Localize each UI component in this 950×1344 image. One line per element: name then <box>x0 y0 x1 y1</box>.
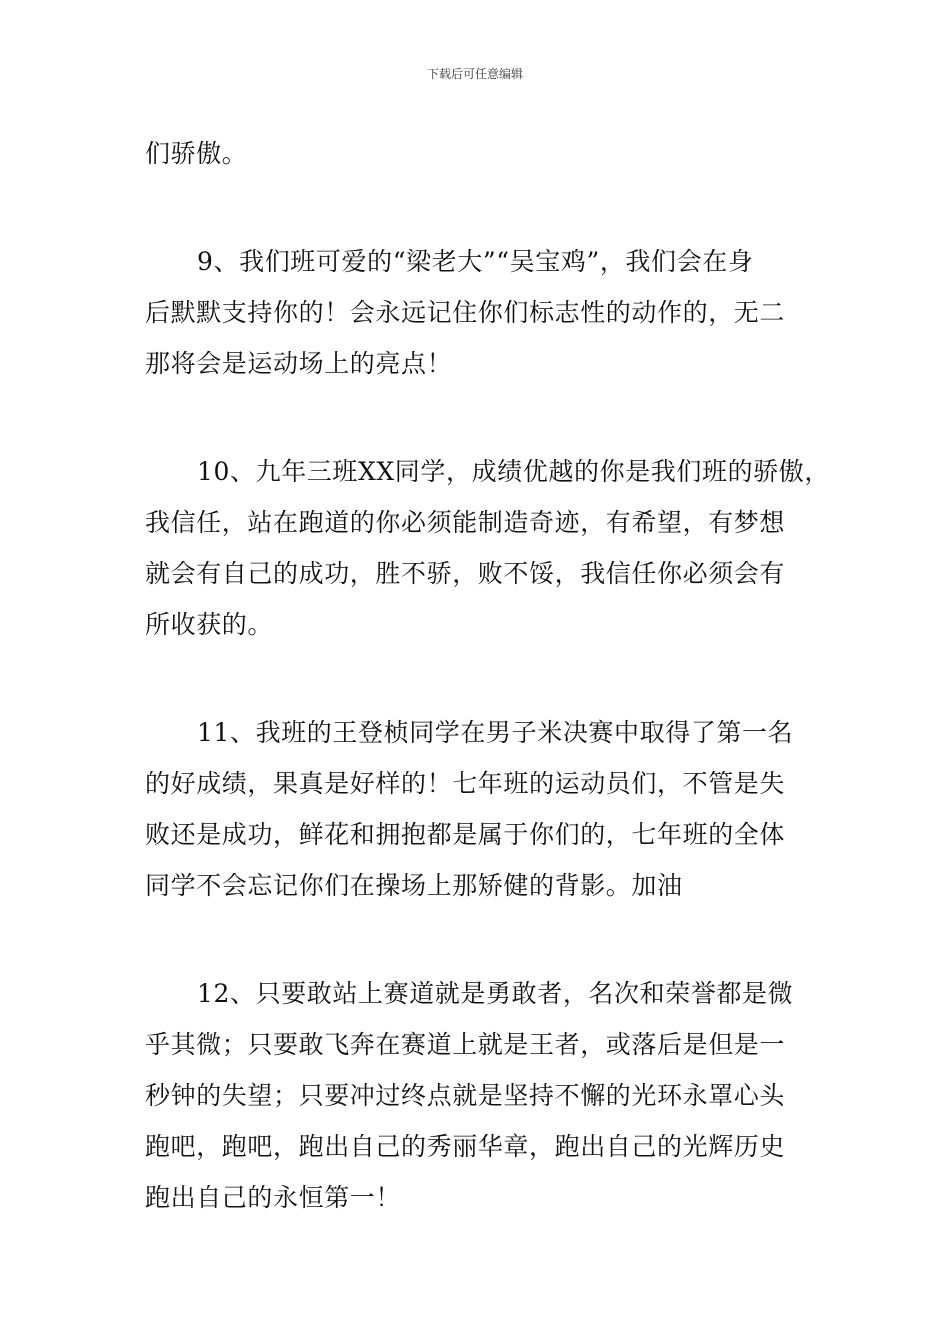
paragraph-line: 9、我们班可爱的“梁老大”“吴宝鸡”，我们会在身 <box>197 247 754 276</box>
paragraph-line: 乎其微；只要敢飞奔在赛道上就是王者，或落后是但是一 <box>145 1030 786 1059</box>
paragraph-12 <box>145 968 815 1223</box>
paragraph-line: 我信任，站在跑道的你必须能制造奇迹，有希望，有梦想 <box>145 508 786 537</box>
paragraph-line: 就会有自己的成功，胜不骄，败不馁，我信任你必须会有 <box>145 559 786 588</box>
page-header <box>0 66 950 82</box>
paragraph-10 <box>145 446 831 650</box>
paragraph-line: 同学不会忘记你们在操场上那矫健的背影。加油 <box>145 871 683 900</box>
paragraph-line: 后默默支持你的！会永远记住你们标志性的动作的，无二 <box>145 298 786 327</box>
paragraph-line: 秒钟的失望；只要冲过终点就是坚持不懈的光环永罩心头 <box>145 1081 786 1110</box>
paragraph-9 <box>145 236 815 389</box>
paragraph-line: 11、我班的王登桢同学在男子米决赛中取得了第一名 <box>197 718 794 747</box>
paragraph-line: 那将会是运动场上的亮点！ <box>145 349 453 378</box>
paragraph-line: 12、只要敢站上赛道就是勇敢者，名次和荣誉都是微 <box>197 979 794 1008</box>
paragraph-gap <box>145 650 815 707</box>
paragraph-11 <box>145 707 815 911</box>
paragraph-line: 跑出自己的永恒第一！ <box>145 1183 402 1212</box>
header-text: 下载后可任意编辑 <box>426 67 523 81</box>
paragraph-gap <box>145 911 815 968</box>
paragraph-line: 败还是成功，鲜花和拥抱都是属于你们的，七年班的全体 <box>145 820 786 849</box>
paragraph-line: 跑吧，跑吧，跑出自己的秀丽华章，跑出自己的光辉历史 <box>145 1132 786 1161</box>
paragraph-line: 的好成绩，果真是好样的！七年班的运动员们，不管是失 <box>145 769 786 798</box>
paragraph-gap <box>145 179 815 236</box>
paragraph-line: 们骄傲。 <box>145 139 248 168</box>
paragraph-line: 所收获的。 <box>145 610 274 639</box>
paragraph-continuation <box>145 128 815 179</box>
paragraph-gap <box>145 389 815 446</box>
paragraph-line: 10、九年三班XX同学，成绩优越的你是我们班的骄傲， <box>197 457 831 486</box>
document-body <box>145 128 831 1223</box>
